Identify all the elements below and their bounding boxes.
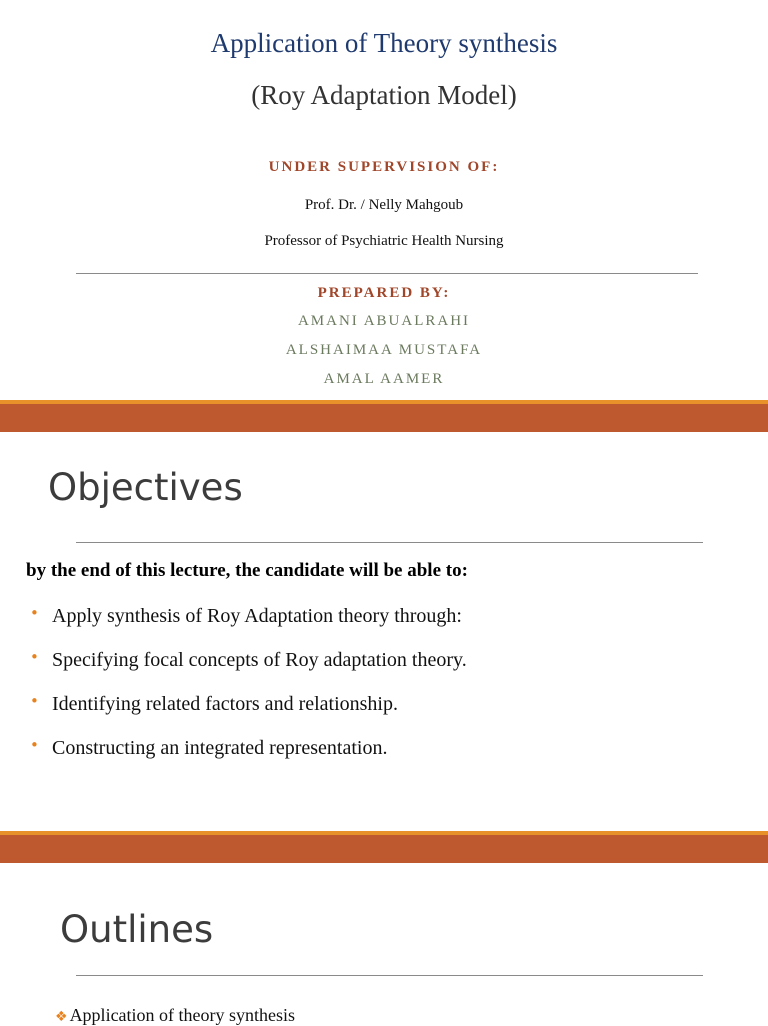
supervisor-title: Professor of Psychiatric Health Nursing bbox=[264, 233, 504, 249]
divider bbox=[76, 975, 703, 976]
slide-separator bbox=[0, 835, 768, 863]
outline-item-text: Application of theory synthesis bbox=[69, 1005, 296, 1025]
divider bbox=[76, 273, 698, 274]
outline-item bbox=[55, 1005, 295, 1026]
slide-subtitle: (Roy Adaptation Model) bbox=[251, 80, 517, 110]
list-item-text: Identifying related factors and relationship. bbox=[52, 693, 398, 715]
supervision-label: UNDER SUPERVISION OF: bbox=[268, 159, 500, 175]
list-item-text: Constructing an integrated representation. bbox=[52, 737, 388, 759]
objectives-heading: Objectives bbox=[48, 466, 243, 509]
prepared-by-label: PREPARED BY: bbox=[317, 285, 451, 301]
bullet-icon: • bbox=[30, 648, 39, 666]
list-item-text: Apply synthesis of Roy Adaptation theory through: bbox=[52, 605, 462, 627]
author-name: AMANI ABUALRAHI bbox=[297, 313, 471, 329]
author-name: ALSHAIMAA MUSTAFA bbox=[285, 342, 483, 358]
list-item-text: Specifying focal concepts of Roy adaptation theory. bbox=[52, 649, 467, 671]
divider bbox=[76, 542, 703, 543]
supervisor-name: Prof. Dr. / Nelly Mahgoub bbox=[304, 197, 464, 213]
outlines-heading: Outlines bbox=[60, 908, 214, 951]
bullet-icon: • bbox=[30, 692, 39, 710]
diamond-bullet-icon: ❖ bbox=[55, 1009, 68, 1025]
slide-separator bbox=[0, 404, 768, 432]
bullet-icon: • bbox=[30, 604, 39, 622]
author-name: AMAL AAMER bbox=[323, 371, 445, 387]
objectives-lead: by the end of this lecture, the candidate will be able to: bbox=[26, 560, 468, 581]
bullet-icon: • bbox=[30, 736, 39, 754]
slide-title: Application of Theory synthesis bbox=[210, 28, 558, 58]
